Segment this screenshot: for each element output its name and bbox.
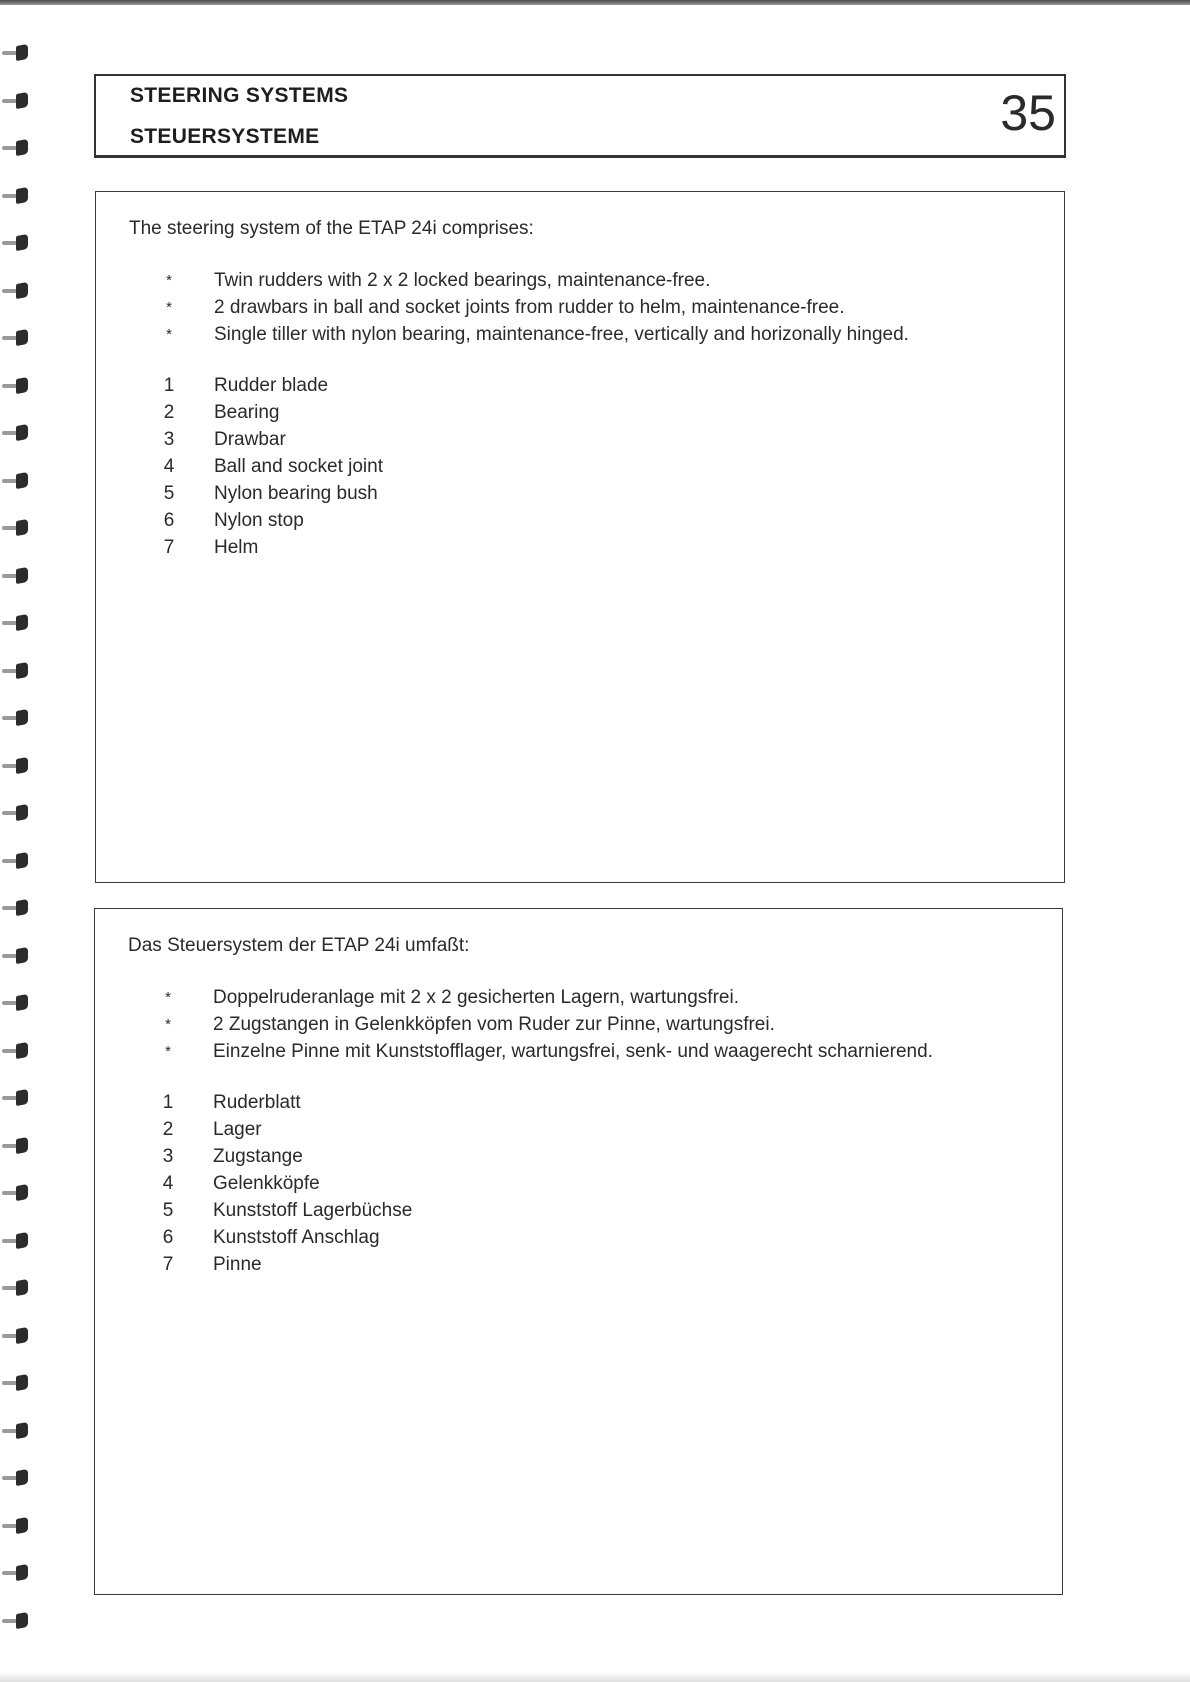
binding-ring [2, 1090, 30, 1105]
binding-ring [2, 853, 30, 868]
part-item [96, 510, 1064, 537]
binding-ring [2, 1328, 30, 1343]
part-item [95, 1146, 1062, 1173]
binding-ring [2, 663, 30, 678]
part-label: Ruderblatt [213, 1092, 301, 1113]
binding-ring [2, 520, 30, 535]
binding-ring [2, 330, 30, 345]
binding-ring [2, 568, 30, 583]
english-intro: The steering system of the ETAP 24i comprises: [129, 218, 534, 239]
part-item [96, 483, 1064, 510]
feature-item [95, 1014, 1062, 1041]
binding-ring [2, 1233, 30, 1248]
part-item [96, 537, 1064, 564]
feature-item [96, 297, 1064, 324]
binding-ring [2, 1613, 30, 1628]
asterisk-bullet: * [166, 326, 172, 343]
feature-item [95, 987, 1062, 1014]
part-number: 7 [163, 537, 175, 558]
binding-ring [2, 1423, 30, 1438]
part-item [96, 429, 1064, 456]
part-label: Pinne [213, 1254, 262, 1275]
part-label: Gelenkköpfe [213, 1173, 320, 1194]
binding-ring [2, 188, 30, 203]
binding-ring [2, 900, 30, 915]
part-number: 6 [162, 1227, 174, 1248]
binding-ring [2, 283, 30, 298]
part-number: 3 [162, 1146, 174, 1167]
german-intro: Das Steuersystem der ETAP 24i umfaßt: [128, 935, 470, 956]
part-item [95, 1254, 1062, 1281]
feature-text: 2 Zugstangen in Gelenkköpfen vom Ruder zur Pinne, wartungsfrei. [213, 1014, 775, 1035]
binding-ring [2, 1185, 30, 1200]
part-label: Rudder blade [214, 375, 329, 396]
binding-ring [2, 995, 30, 1010]
english-parts-list [96, 375, 1064, 564]
part-label: Lager [213, 1119, 262, 1140]
binding-ring [2, 1470, 30, 1485]
part-label: Nylon bearing bush [214, 483, 378, 504]
section-title-german: STEUERSYSTEME [130, 125, 320, 148]
binding-ring [2, 1518, 30, 1533]
feature-item [95, 1041, 1062, 1068]
part-number: 6 [163, 510, 175, 531]
part-label: Drawbar [214, 429, 286, 450]
english-feature-list [96, 270, 1064, 351]
asterisk-bullet: * [166, 299, 172, 316]
feature-text: Einzelne Pinne mit Kunststofflager, wartungsfrei, senk- und waagerecht scharnierend. [213, 1041, 933, 1062]
binding-ring [2, 378, 30, 393]
english-panel [95, 191, 1065, 883]
feature-text: Single tiller with nylon bearing, maintenance-free, vertically and horizonally hinged. [214, 324, 909, 345]
section-title-english: STEERING SYSTEMS [130, 84, 349, 107]
scan-bottom-shadow [0, 1672, 1190, 1682]
part-number: 2 [163, 402, 175, 423]
part-label: Helm [214, 537, 259, 558]
part-label: Kunststoff Anschlag [213, 1227, 380, 1248]
part-item [96, 375, 1064, 402]
binding-ring [2, 805, 30, 820]
binding-ring [2, 1375, 30, 1390]
part-label: Zugstange [213, 1146, 303, 1167]
binding-ring [2, 758, 30, 773]
part-number: 5 [163, 483, 175, 504]
german-feature-list [95, 987, 1062, 1068]
binding-ring [2, 140, 30, 155]
part-label: Kunststoff Lagerbüchse [213, 1200, 413, 1221]
part-item [96, 402, 1064, 429]
part-label: Ball and socket joint [214, 456, 383, 477]
feature-item [96, 270, 1064, 297]
part-number: 4 [162, 1173, 174, 1194]
part-number: 1 [163, 375, 175, 396]
feature-text: 2 drawbars in ball and socket joints from rudder to helm, maintenance-free. [214, 297, 845, 318]
part-number: 4 [163, 456, 175, 477]
part-item [95, 1092, 1062, 1119]
binding-ring [2, 1043, 30, 1058]
binding-ring [2, 1138, 30, 1153]
part-item [95, 1119, 1062, 1146]
part-number: 7 [162, 1254, 174, 1275]
asterisk-bullet: * [166, 272, 172, 289]
part-label: Bearing [214, 402, 280, 423]
german-parts-list [95, 1092, 1062, 1281]
binding-ring [2, 473, 30, 488]
german-panel [94, 908, 1063, 1595]
part-item [95, 1173, 1062, 1200]
binding-ring [2, 615, 30, 630]
page-header [94, 74, 1066, 158]
binding-ring [2, 93, 30, 108]
part-number: 3 [163, 429, 175, 450]
scan-top-edge [0, 0, 1190, 5]
binding-ring [2, 1280, 30, 1295]
binding-ring [2, 948, 30, 963]
part-number: 2 [162, 1119, 174, 1140]
part-item [95, 1200, 1062, 1227]
binding-ring [2, 710, 30, 725]
feature-text: Doppelruderanlage mit 2 x 2 gesicherten Lagern, wartungsfrei. [213, 987, 739, 1008]
binding-ring [2, 45, 30, 60]
spiral-binding [0, 0, 34, 1682]
part-number: 1 [162, 1092, 174, 1113]
binding-ring [2, 1565, 30, 1580]
asterisk-bullet: * [165, 989, 171, 1006]
part-number: 5 [162, 1200, 174, 1221]
binding-ring [2, 235, 30, 250]
page-number: 35 [1000, 85, 1056, 141]
feature-text: Twin rudders with 2 x 2 locked bearings, maintenance-free. [214, 270, 711, 291]
asterisk-bullet: * [165, 1043, 171, 1060]
part-item [96, 456, 1064, 483]
binding-ring [2, 425, 30, 440]
feature-item [96, 324, 1064, 351]
part-label: Nylon stop [214, 510, 304, 531]
asterisk-bullet: * [165, 1016, 171, 1033]
part-item [95, 1227, 1062, 1254]
